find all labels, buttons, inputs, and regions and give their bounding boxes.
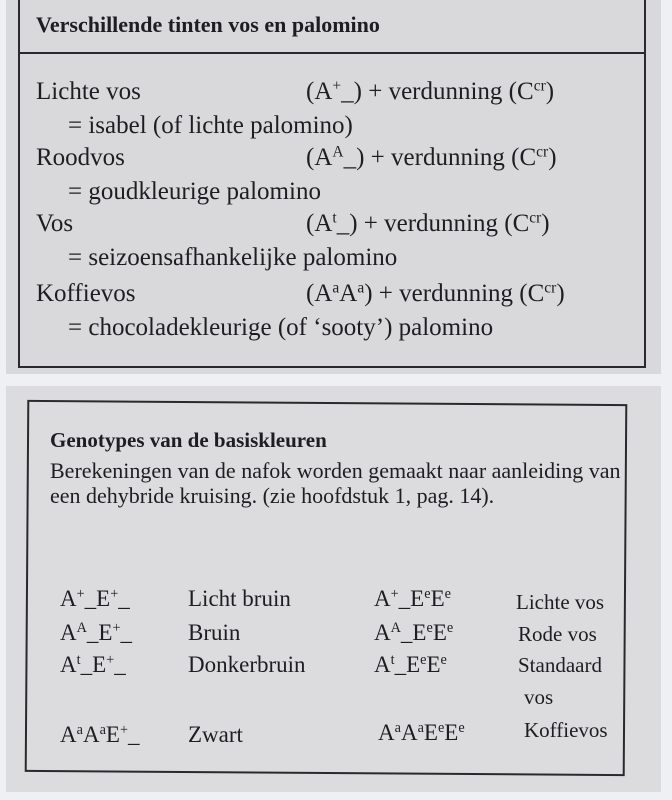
fox-color: Lichte vos — [516, 590, 605, 614]
tint-formula: (A+_) + verdunning $(C^{cr})$ — [306, 77, 555, 105]
genotype-base: $A^A\_E^+\_$ — [60, 620, 133, 645]
fox-color: Rode vos — [518, 622, 597, 646]
tints-title: Verschillende tinten vos en palomino — [36, 12, 380, 37]
tint-result: = goudkleurige palomino — [68, 178, 321, 205]
tint-result: = isabel (of lichte palomino) — [68, 112, 353, 139]
genotypes-intro: Berekeningen van de nafok worden gemaakt naar aanleiding van een dehybride kruising. (zie hoofdstuk 1, pag. 14). — [50, 458, 621, 508]
tint-name: Koffievos — [36, 280, 136, 307]
tint-result: = chocoladekleurige (of ‘sooty’) palomino — [68, 314, 494, 341]
tint-formula: $(A^t\_)$ + verdunning $(C^{cr})$ — [306, 209, 550, 237]
tint-result: = seizoensafhankelijke palomino — [68, 244, 398, 271]
base-color: Bruin — [188, 620, 241, 645]
genotype-base: $A^t\_E^+\_$ — [60, 652, 126, 677]
genotype-fox: $A^t\_E^eE^e$ — [374, 652, 447, 677]
base-color: Zwart — [188, 722, 243, 747]
fox-color: Koffievos — [524, 718, 608, 742]
tint-name: Vos — [36, 210, 74, 237]
genotype-fox: $A^aA^aE^eE^e$ — [378, 720, 465, 745]
fox-color-continued: vos — [524, 685, 554, 709]
genotypes-title: Genotypes van de basiskleuren — [50, 428, 327, 452]
genotype-base: $A^aA^aE^+\_$ — [60, 722, 140, 747]
base-color: Donkerbruin — [188, 652, 306, 677]
title-divider — [18, 52, 646, 54]
genotype-base: A+_E+_ — [60, 586, 130, 611]
fox-color: Standaard — [518, 653, 602, 677]
tint-name: Roodvos — [36, 144, 125, 171]
base-color: Licht bruin — [188, 586, 291, 611]
tint-formula: $(A^A\_)$ + verdunning $(C^{cr})$ — [306, 143, 557, 171]
genotype-fox: $A^A\_E^eE^e$ — [374, 620, 454, 645]
tint-name: Lichte vos — [36, 78, 141, 105]
tint-formula: $(A^aA^a)$ + verdunning $(C^{cr})$ — [306, 279, 565, 307]
tints-panel — [6, 0, 661, 374]
genotypes-panel — [6, 386, 661, 792]
genotype-fox: $A^+\_E^eE^e$ — [374, 586, 451, 611]
